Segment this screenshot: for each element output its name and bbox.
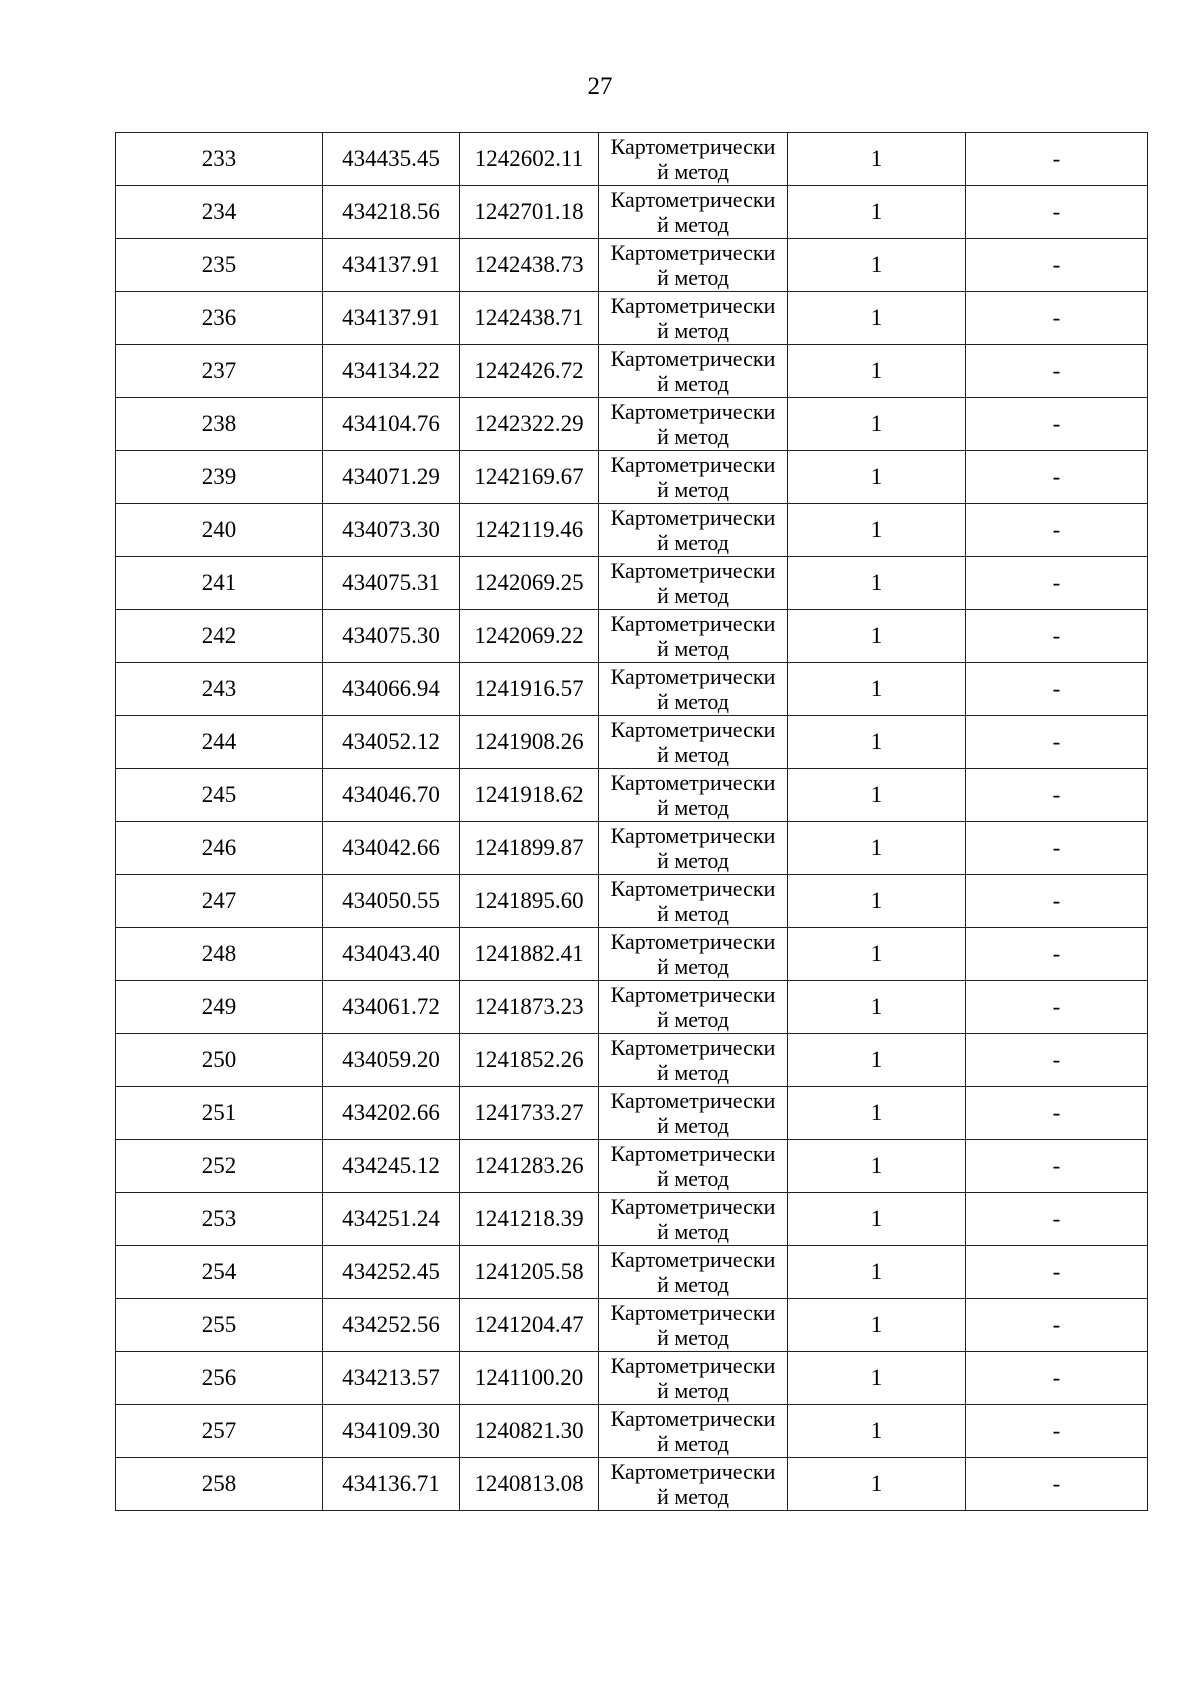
y-coordinate-cell: 1242426.72 <box>460 345 599 398</box>
method-text-line-2: й метод <box>657 530 729 555</box>
point-number-cell: 246 <box>116 822 323 875</box>
table-row <box>116 1299 1148 1352</box>
y-coordinate-cell: 1241873.23 <box>460 981 599 1034</box>
method-text-line-2: й метод <box>657 1484 729 1509</box>
point-number-cell: 256 <box>116 1352 323 1405</box>
method-cell <box>599 1352 788 1405</box>
method-cell <box>599 1405 788 1458</box>
y-coordinate-cell: 1241283.26 <box>460 1140 599 1193</box>
accuracy-cell: 1 <box>788 345 966 398</box>
point-number-cell: 252 <box>116 1140 323 1193</box>
point-number-cell: 243 <box>116 663 323 716</box>
accuracy-cell: 1 <box>788 1193 966 1246</box>
method-text-line-2: й метод <box>657 1431 729 1456</box>
method-text-line-2: й метод <box>657 212 729 237</box>
point-number-cell: 238 <box>116 398 323 451</box>
method-text-line-1: Картометрически <box>610 611 776 636</box>
table-row <box>116 610 1148 663</box>
method-text-line-1: Картометрически <box>610 1141 776 1166</box>
y-coordinate-cell: 1241918.62 <box>460 769 599 822</box>
method-cell <box>599 186 788 239</box>
table-row <box>116 663 1148 716</box>
method-text-line-1: Картометрически <box>610 1406 776 1431</box>
note-cell: - <box>966 345 1148 398</box>
x-coordinate-cell: 434213.57 <box>323 1352 460 1405</box>
method-text-line-2: й метод <box>657 1325 729 1350</box>
y-coordinate-cell: 1241882.41 <box>460 928 599 981</box>
method-text-line-1: Картометрически <box>610 876 776 901</box>
method-text-line-2: й метод <box>657 1007 729 1032</box>
method-cell <box>599 398 788 451</box>
accuracy-cell: 1 <box>788 1352 966 1405</box>
method-text-line-1: Картометрически <box>610 452 776 477</box>
method-cell <box>599 1140 788 1193</box>
x-coordinate-cell: 434134.22 <box>323 345 460 398</box>
table-row <box>116 981 1148 1034</box>
method-cell <box>599 875 788 928</box>
y-coordinate-cell: 1242069.25 <box>460 557 599 610</box>
table-row <box>116 345 1148 398</box>
y-coordinate-cell: 1241899.87 <box>460 822 599 875</box>
point-number-cell: 248 <box>116 928 323 981</box>
x-coordinate-cell: 434109.30 <box>323 1405 460 1458</box>
note-cell: - <box>966 1405 1148 1458</box>
table-row <box>116 716 1148 769</box>
method-text-line-2: й метод <box>657 954 729 979</box>
note-cell: - <box>966 557 1148 610</box>
x-coordinate-cell: 434073.30 <box>323 504 460 557</box>
method-cell <box>599 345 788 398</box>
table-row <box>116 822 1148 875</box>
accuracy-cell: 1 <box>788 663 966 716</box>
table-row <box>116 398 1148 451</box>
note-cell: - <box>966 875 1148 928</box>
method-text-line-1: Картометрически <box>610 399 776 424</box>
accuracy-cell: 1 <box>788 451 966 504</box>
x-coordinate-cell: 434218.56 <box>323 186 460 239</box>
accuracy-cell: 1 <box>788 716 966 769</box>
note-cell: - <box>966 1193 1148 1246</box>
method-text-line-1: Картометрически <box>610 134 776 159</box>
method-cell <box>599 663 788 716</box>
note-cell: - <box>966 1140 1148 1193</box>
point-number-cell: 245 <box>116 769 323 822</box>
method-text-line-2: й метод <box>657 636 729 661</box>
y-coordinate-cell: 1241204.47 <box>460 1299 599 1352</box>
note-cell: - <box>966 928 1148 981</box>
note-cell: - <box>966 186 1148 239</box>
accuracy-cell: 1 <box>788 822 966 875</box>
note-cell: - <box>966 981 1148 1034</box>
point-number-cell: 239 <box>116 451 323 504</box>
method-text-line-2: й метод <box>657 1113 729 1138</box>
table-row <box>116 1034 1148 1087</box>
x-coordinate-cell: 434042.66 <box>323 822 460 875</box>
method-text-line-2: й метод <box>657 1166 729 1191</box>
method-cell <box>599 557 788 610</box>
accuracy-cell: 1 <box>788 133 966 186</box>
table-row <box>116 1246 1148 1299</box>
table-row <box>116 292 1148 345</box>
method-cell <box>599 981 788 1034</box>
method-text-line-1: Картометрически <box>610 1353 776 1378</box>
method-cell <box>599 451 788 504</box>
method-text-line-2: й метод <box>657 1219 729 1244</box>
accuracy-cell: 1 <box>788 292 966 345</box>
accuracy-cell: 1 <box>788 1034 966 1087</box>
note-cell: - <box>966 716 1148 769</box>
x-coordinate-cell: 434066.94 <box>323 663 460 716</box>
method-cell <box>599 822 788 875</box>
method-text-line-2: й метод <box>657 1378 729 1403</box>
x-coordinate-cell: 434136.71 <box>323 1458 460 1511</box>
y-coordinate-cell: 1241916.57 <box>460 663 599 716</box>
accuracy-cell: 1 <box>788 1087 966 1140</box>
point-number-cell: 258 <box>116 1458 323 1511</box>
accuracy-cell: 1 <box>788 504 966 557</box>
table-row <box>116 186 1148 239</box>
method-text-line-1: Картометрически <box>610 505 776 530</box>
table-row <box>116 1087 1148 1140</box>
table-row <box>116 451 1148 504</box>
y-coordinate-cell: 1242119.46 <box>460 504 599 557</box>
x-coordinate-cell: 434046.70 <box>323 769 460 822</box>
table-row <box>116 928 1148 981</box>
accuracy-cell: 1 <box>788 875 966 928</box>
note-cell: - <box>966 1246 1148 1299</box>
note-cell: - <box>966 1299 1148 1352</box>
method-text-line-2: й метод <box>657 265 729 290</box>
method-text-line-2: й метод <box>657 424 729 449</box>
accuracy-cell: 1 <box>788 1246 966 1299</box>
y-coordinate-cell: 1241218.39 <box>460 1193 599 1246</box>
coordinates-table <box>115 132 1148 1511</box>
point-number-cell: 234 <box>116 186 323 239</box>
table-row <box>116 1140 1148 1193</box>
method-cell <box>599 1299 788 1352</box>
method-text-line-1: Картометрически <box>610 1035 776 1060</box>
note-cell: - <box>966 239 1148 292</box>
table-body <box>116 133 1148 1511</box>
point-number-cell: 247 <box>116 875 323 928</box>
method-text-line-1: Картометрически <box>610 929 776 954</box>
accuracy-cell: 1 <box>788 1458 966 1511</box>
y-coordinate-cell: 1240821.30 <box>460 1405 599 1458</box>
method-cell <box>599 928 788 981</box>
table-row <box>116 239 1148 292</box>
accuracy-cell: 1 <box>788 769 966 822</box>
accuracy-cell: 1 <box>788 557 966 610</box>
method-text-line-1: Картометрически <box>610 1194 776 1219</box>
method-cell <box>599 1193 788 1246</box>
accuracy-cell: 1 <box>788 186 966 239</box>
accuracy-cell: 1 <box>788 1140 966 1193</box>
note-cell: - <box>966 822 1148 875</box>
table-row <box>116 557 1148 610</box>
method-text-line-1: Картометрически <box>610 346 776 371</box>
table-row <box>116 875 1148 928</box>
method-text-line-2: й метод <box>657 1272 729 1297</box>
point-number-cell: 236 <box>116 292 323 345</box>
method-text-line-2: й метод <box>657 795 729 820</box>
method-text-line-2: й метод <box>657 848 729 873</box>
point-number-cell: 253 <box>116 1193 323 1246</box>
method-text-line-2: й метод <box>657 689 729 714</box>
x-coordinate-cell: 434071.29 <box>323 451 460 504</box>
y-coordinate-cell: 1242602.11 <box>460 133 599 186</box>
x-coordinate-cell: 434137.91 <box>323 292 460 345</box>
y-coordinate-cell: 1242701.18 <box>460 186 599 239</box>
method-text-line-2: й метод <box>657 159 729 184</box>
method-text-line-2: й метод <box>657 583 729 608</box>
method-text-line-1: Картометрически <box>610 982 776 1007</box>
method-text-line-1: Картометрически <box>610 664 776 689</box>
note-cell: - <box>966 1034 1148 1087</box>
note-cell: - <box>966 504 1148 557</box>
x-coordinate-cell: 434061.72 <box>323 981 460 1034</box>
page-number: 27 <box>587 73 613 100</box>
point-number-cell: 250 <box>116 1034 323 1087</box>
method-text-line-2: й метод <box>657 371 729 396</box>
point-number-cell: 255 <box>116 1299 323 1352</box>
accuracy-cell: 1 <box>788 928 966 981</box>
method-text-line-1: Картометрически <box>610 717 776 742</box>
method-cell <box>599 504 788 557</box>
y-coordinate-cell: 1241908.26 <box>460 716 599 769</box>
y-coordinate-cell: 1241100.20 <box>460 1352 599 1405</box>
y-coordinate-cell: 1242322.29 <box>460 398 599 451</box>
y-coordinate-cell: 1240813.08 <box>460 1458 599 1511</box>
table-row <box>116 1405 1148 1458</box>
x-coordinate-cell: 434050.55 <box>323 875 460 928</box>
accuracy-cell: 1 <box>788 398 966 451</box>
x-coordinate-cell: 434202.66 <box>323 1087 460 1140</box>
point-number-cell: 233 <box>116 133 323 186</box>
x-coordinate-cell: 434252.45 <box>323 1246 460 1299</box>
method-text-line-2: й метод <box>657 318 729 343</box>
method-cell <box>599 292 788 345</box>
method-text-line-2: й метод <box>657 1060 729 1085</box>
point-number-cell: 244 <box>116 716 323 769</box>
method-text-line-1: Картометрически <box>610 1088 776 1113</box>
note-cell: - <box>966 1352 1148 1405</box>
x-coordinate-cell: 434252.56 <box>323 1299 460 1352</box>
note-cell: - <box>966 663 1148 716</box>
y-coordinate-cell: 1241852.26 <box>460 1034 599 1087</box>
accuracy-cell: 1 <box>788 1405 966 1458</box>
x-coordinate-cell: 434043.40 <box>323 928 460 981</box>
note-cell: - <box>966 133 1148 186</box>
method-cell <box>599 769 788 822</box>
method-text-line-1: Картометрически <box>610 1300 776 1325</box>
note-cell: - <box>966 1087 1148 1140</box>
point-number-cell: 241 <box>116 557 323 610</box>
x-coordinate-cell: 434052.12 <box>323 716 460 769</box>
accuracy-cell: 1 <box>788 1299 966 1352</box>
table-row <box>116 133 1148 186</box>
note-cell: - <box>966 451 1148 504</box>
point-number-cell: 249 <box>116 981 323 1034</box>
x-coordinate-cell: 434075.30 <box>323 610 460 663</box>
point-number-cell: 251 <box>116 1087 323 1140</box>
method-cell <box>599 1458 788 1511</box>
table-row <box>116 1352 1148 1405</box>
method-cell <box>599 133 788 186</box>
y-coordinate-cell: 1242438.71 <box>460 292 599 345</box>
note-cell: - <box>966 398 1148 451</box>
y-coordinate-cell: 1242438.73 <box>460 239 599 292</box>
table-row <box>116 769 1148 822</box>
note-cell: - <box>966 1458 1148 1511</box>
note-cell: - <box>966 769 1148 822</box>
x-coordinate-cell: 434251.24 <box>323 1193 460 1246</box>
method-text-line-1: Картометрически <box>610 187 776 212</box>
method-text-line-2: й метод <box>657 901 729 926</box>
method-text-line-2: й метод <box>657 477 729 502</box>
note-cell: - <box>966 292 1148 345</box>
method-text-line-1: Картометрически <box>610 1247 776 1272</box>
y-coordinate-cell: 1241205.58 <box>460 1246 599 1299</box>
point-number-cell: 235 <box>116 239 323 292</box>
x-coordinate-cell: 434059.20 <box>323 1034 460 1087</box>
method-text-line-1: Картометрически <box>610 1459 776 1484</box>
method-cell <box>599 239 788 292</box>
method-text-line-1: Картометрически <box>610 293 776 318</box>
point-number-cell: 242 <box>116 610 323 663</box>
x-coordinate-cell: 434137.91 <box>323 239 460 292</box>
x-coordinate-cell: 434104.76 <box>323 398 460 451</box>
method-text-line-1: Картометрически <box>610 558 776 583</box>
point-number-cell: 237 <box>116 345 323 398</box>
accuracy-cell: 1 <box>788 239 966 292</box>
point-number-cell: 254 <box>116 1246 323 1299</box>
point-number-cell: 240 <box>116 504 323 557</box>
method-text-line-1: Картометрически <box>610 823 776 848</box>
method-text-line-1: Картометрически <box>610 770 776 795</box>
y-coordinate-cell: 1241733.27 <box>460 1087 599 1140</box>
accuracy-cell: 1 <box>788 610 966 663</box>
x-coordinate-cell: 434075.31 <box>323 557 460 610</box>
method-cell <box>599 1034 788 1087</box>
table-row <box>116 1458 1148 1511</box>
method-text-line-1: Картометрически <box>610 240 776 265</box>
x-coordinate-cell: 434245.12 <box>323 1140 460 1193</box>
point-number-cell: 257 <box>116 1405 323 1458</box>
x-coordinate-cell: 434435.45 <box>323 133 460 186</box>
y-coordinate-cell: 1241895.60 <box>460 875 599 928</box>
y-coordinate-cell: 1242169.67 <box>460 451 599 504</box>
table-row <box>116 1193 1148 1246</box>
method-text-line-2: й метод <box>657 742 729 767</box>
method-cell <box>599 716 788 769</box>
note-cell: - <box>966 610 1148 663</box>
y-coordinate-cell: 1242069.22 <box>460 610 599 663</box>
table-row <box>116 504 1148 557</box>
method-cell <box>599 1087 788 1140</box>
method-cell <box>599 610 788 663</box>
method-cell <box>599 1246 788 1299</box>
accuracy-cell: 1 <box>788 981 966 1034</box>
